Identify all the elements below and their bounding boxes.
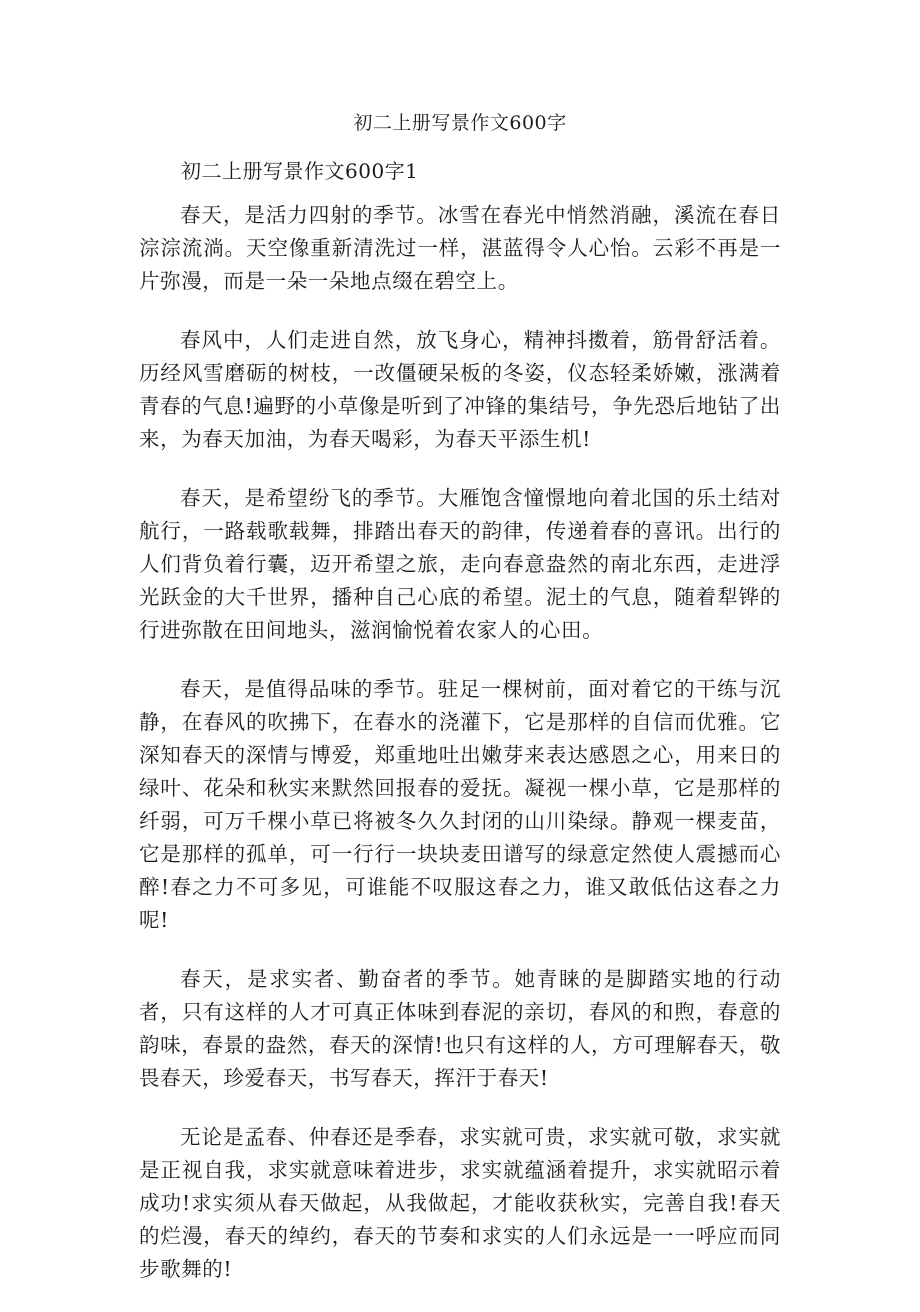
paragraph-5: 春天，是求实者、勤奋者的季节。她青睐的是脚踏实地的行动者，只有这样的人才可真正体味到春泥的亲切，春风的和煦，春意的韵味，春景的盎然，春天的深情!也只有这样的人，方可理解春天，敬畏春天，珍爱春天，书写春天，挥汗于春天! <box>139 967 781 1090</box>
document-body <box>139 199 781 1312</box>
paragraph-1: 春天，是活力四射的季节。冰雪在春光中悄然消融，溪流在春日淙淙流淌。天空像重新清洗过一样，湛蓝得令人心怡。云彩不再是一片弥漫，而是一朵一朵地点缀在碧空上。 <box>139 203 781 293</box>
paragraph-2: 春风中，人们走进自然，放飞身心，精神抖擞着，筋骨舒活着。历经风雪磨砺的树枝，一改僵硬呆板的冬姿，仪态轻柔娇嫩，涨满着青春的气息!遍野的小草像是听到了冲锋的集结号，争先恐后地钻了出来，为春天加油，为春天喝彩，为春天平添生机! <box>139 328 781 451</box>
section-heading: 初二上册写景作文600字1 <box>181 159 419 183</box>
paragraph-4: 春天，是值得品味的季节。驻足一棵树前，面对着它的干练与沉静，在春风的吹拂下，在春水的浇灌下，它是那样的自信而优雅。它深知春天的深情与博爱，郑重地吐出嫩芽来表达感恩之心，用来日的绿叶、花朵和秋实来默然回报春的爱抚。凝视一棵小草，它是那样的纤弱，可万千棵小草已将被冬久久封闭的山川染绿。静观一棵麦苗，它是那样的孤单，可一行行一块块麦田谱写的绿意定然使人震撼而心醉!春之力不可多见，可谁能不叹服这春之力，谁又敢低估这春之力呢! <box>139 677 781 932</box>
document-title: 初二上册写景作文600字 <box>353 112 567 134</box>
paragraph-3: 春天，是希望纷飞的季节。大雁饱含憧憬地向着北国的乐土结对航行，一路载歌载舞，排踏出春天的韵律，传递着春的喜讯。出行的人们背负着行囊，迈开希望之旅，走向春意盎然的南北东西，走进浮光跃金的大千世界，播种自己心底的希望。泥土的气息，随着犁铧的行进弥散在田间地头，滋润愉悦着农家人的心田。 <box>139 486 781 642</box>
paragraph-6: 无论是孟春、仲春还是季春，求实就可贵，求实就可敬，求实就是正视自我，求实就意味着进步，求实就蕴涵着提升，求实就昭示着成功!求实须从春天做起，从我做起，才能收获秋实，完善自我!春天的烂漫，春天的绰约，春天的节奏和求实的人们永远是一一呼应而同步歌舞的! <box>139 1125 781 1281</box>
